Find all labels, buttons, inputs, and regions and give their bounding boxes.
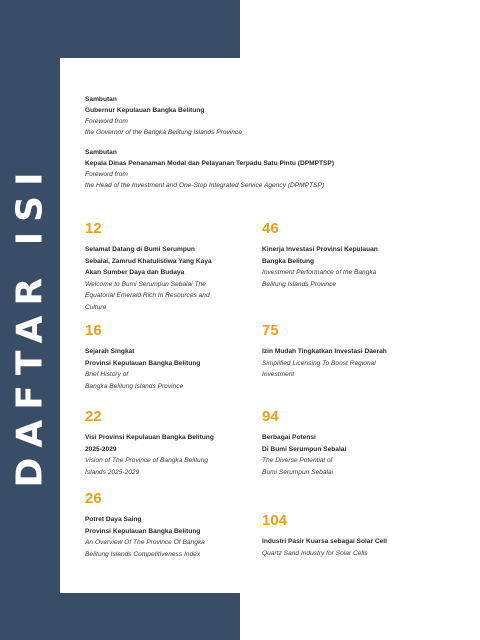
toc-page-number: 26 (85, 490, 102, 507)
toc-entry-title-line: Kinerja Investasi Provinsi Kepulauan (262, 246, 378, 253)
toc-entry-title-line: Izin Mudah Tingkatkan Investasi Daerah (262, 348, 387, 355)
toc-page-number: 16 (85, 322, 102, 339)
toc-entry-title-line: Potret Daya Saing (85, 516, 142, 523)
toc-page-number: 22 (85, 408, 102, 425)
toc-entry-title-line: Industri Pasir Kuarsa sebagai Solar Cell (262, 538, 387, 545)
toc-entry-title-line: Bangka Belitung (262, 257, 315, 265)
foreword-en-line: Foreword from (85, 118, 128, 125)
toc-entry-english-line: Quartz Sand Industry for Solar Cells (262, 549, 368, 557)
toc-entry-english-line: Bumi Serumpun Sebalai (262, 468, 334, 476)
foreword-heading: Gubernur Kepulauan Bangka Belitung (85, 107, 205, 114)
toc-page-number: 104 (262, 512, 288, 529)
toc-entry-title-line: Sejarah Singkat (85, 348, 135, 355)
toc-entry-english-line: Welcome to Bumi Serumpun Sebalai The (85, 280, 206, 288)
toc-entry[interactable] (262, 512, 432, 559)
toc-entry[interactable] (262, 220, 432, 290)
foreword-en-line: Foreword from (85, 171, 128, 178)
page-title: DAFTAR ISI (9, 162, 51, 488)
toc-entry[interactable] (85, 408, 255, 478)
toc-entry[interactable] (262, 322, 432, 381)
toc-page-number: 46 (262, 220, 279, 237)
toc-entry-english-line: Brief History of (85, 371, 129, 378)
toc-page-number: 94 (262, 408, 279, 425)
toc-entry-english-line: Belitung Islands Competitiveness Index (85, 550, 201, 558)
toc-page-number: 12 (85, 220, 102, 237)
foreword-en-line: the Head of the Investment and One-Stop Integrated Service Agency (DPMPTSP) (85, 182, 325, 189)
toc-entry-english-line: Simplified Licensing To Boost Regional (262, 359, 376, 367)
toc-entry-english-line: Belitung Islands Province (262, 280, 337, 288)
toc-entry-english-line: Culture (85, 303, 107, 311)
toc-entry-title-line: Akan Sumber Daya dan Budaya (85, 269, 185, 276)
toc-entry-title-line: Di Bumi Serumpun Sebalai (262, 445, 347, 453)
toc-entry-english-line: Vision of The Province of Bangka Belitung (85, 457, 209, 464)
foreword-label: Sambutan (85, 149, 117, 156)
toc-entry-english-line: The Diverse Potential of (262, 457, 333, 464)
foreword-en-line: the Governor of the Bangka Belitung Islands Province (85, 129, 242, 136)
toc-entry-title-line: Visi Provinsi Kepulauan Bangka Belitung (85, 434, 214, 441)
toc-entry-title-line: Provinsi Kepulauan Bangka Belitung (85, 359, 201, 367)
foreword-label: Sambutan (85, 96, 117, 103)
toc-entry-title-line: Selamat Datang di Bumi Serumpun (85, 246, 195, 253)
toc-entry-title-line: Provinsi Kepulauan Bangka Belitung (85, 527, 201, 535)
toc-entry-english-line: Investment Performance of the Bangka (262, 269, 377, 276)
toc-entry-english-line: Investment (262, 371, 295, 378)
toc-entry-english-line: Islands 2025-2029 (85, 468, 140, 476)
toc-entry-title-line: Sebalai, Zamrud Khatulistiwa Yang Kaya (85, 257, 212, 265)
toc-entry[interactable] (85, 322, 255, 392)
toc-entry-english-line: An Overview Of The Province Of Bangka (85, 539, 205, 546)
toc-entry[interactable] (85, 220, 255, 313)
toc-page-number: 75 (262, 322, 279, 339)
toc-entry-title-line: Berbagai Potensi (262, 434, 316, 441)
toc-entry[interactable] (85, 490, 255, 560)
toc-entry-english-line: Equatorial Emerald Rich In Resources and (85, 292, 210, 299)
toc-entry[interactable] (262, 408, 432, 478)
foreword-governor[interactable] (85, 94, 415, 138)
foreword-head-dpmptsp[interactable] (85, 147, 415, 191)
toc-entry-title-line: 2025-2029 (85, 445, 117, 453)
toc-entry-english-line: Bangka Belitung Islands Province (85, 382, 184, 390)
foreword-heading: Kepala Dinas Penanaman Modal dan Pelayanan Terpadu Satu Pintu (DPMPTSP) (85, 160, 335, 167)
